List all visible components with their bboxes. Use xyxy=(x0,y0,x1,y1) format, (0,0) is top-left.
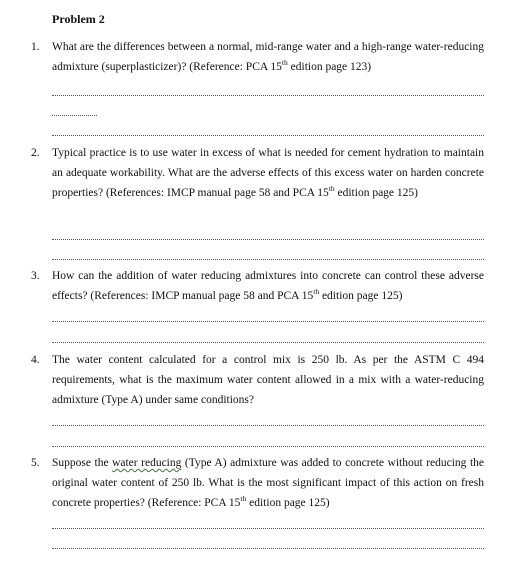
question-text xyxy=(52,453,484,513)
answer-line xyxy=(52,135,484,136)
answer-line xyxy=(52,425,484,426)
question-text xyxy=(52,143,484,203)
question-number: 3. xyxy=(31,270,40,282)
spellcheck-underlined-text: water reducing xyxy=(112,457,182,469)
answer-line-short xyxy=(52,115,97,116)
problem-title: Problem 2 xyxy=(52,12,105,26)
question-text-body: Typical practice is to use water in excess of what is needed for cement hydration to maintain an adequate workability. What are the adverse effects of this excess water on harden concrete properties? (References: IMCP manual page 58 and PCA 15 xyxy=(52,147,484,199)
question-number: 1. xyxy=(31,41,40,53)
answer-line xyxy=(52,321,484,322)
question-text-pre: Suppose the xyxy=(52,457,113,469)
superscript: th xyxy=(328,184,335,194)
superscript: th xyxy=(240,494,247,504)
question-text-tail: edition page 123) xyxy=(287,61,372,73)
answer-line xyxy=(52,95,484,96)
answer-line xyxy=(52,342,484,343)
answer-line xyxy=(52,548,484,549)
question-text: The water content calculated for a control mix is 250 lb. As per the ASTM C 494 requirements, what is the maximum water content allowed in a mix with a water-reducing admixture (Type A) under same conditions? xyxy=(52,354,484,406)
question-number: 5. xyxy=(31,457,40,469)
question-text-body: (Type A) admixture was added to concrete without reducing the original water content of 250 lb. What is the most significant impact of this action on fresh concrete properties? (Reference: PCA 15 xyxy=(52,457,484,509)
question-text-body: How can the addition of water reducing admixtures into concrete can control these adverse effects? (References: IMCP manual page 58 and PCA 15 xyxy=(52,270,484,302)
superscript: th xyxy=(313,287,320,297)
question-text-tail: edition page 125) xyxy=(246,497,330,509)
question-text-tail: edition page 125) xyxy=(334,187,418,199)
answer-line xyxy=(52,259,484,260)
question-text xyxy=(52,37,484,77)
superscript: th xyxy=(281,58,288,68)
question-text xyxy=(52,266,484,306)
answer-line xyxy=(52,528,484,529)
question-number: 4. xyxy=(31,354,40,366)
answer-line xyxy=(52,446,484,447)
question-text-body: What are the differences between a normal, mid-range water and a high-range water-reducing admixture (superplasticizer)? (Reference: PCA 15 xyxy=(52,41,484,73)
question-text-tail: edition page 125) xyxy=(319,290,403,302)
question-number: 2. xyxy=(31,147,40,159)
answer-line xyxy=(52,239,484,240)
